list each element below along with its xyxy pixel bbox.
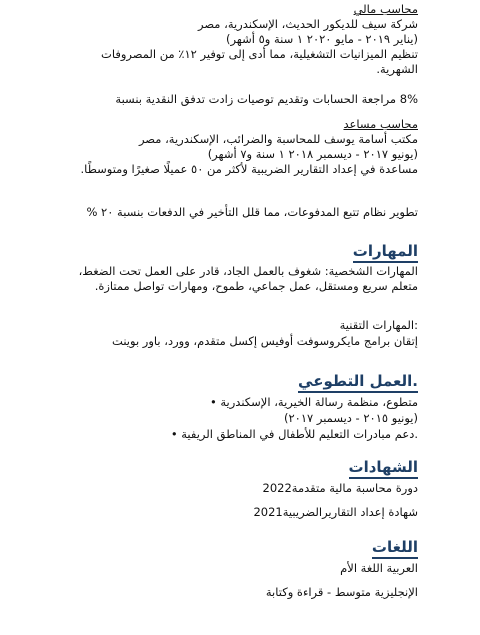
soft-skills: المهارات الشخصية: شغوف بالعمل الجاد، قادر على العمل تحت الضغط، متعلم سريع ومستقل، عمل جماعي، طموح، ومهارات تواصل ممتازة. [78, 264, 418, 293]
tech-skills-label: :المهارات التقنية [339, 318, 418, 332]
language-item: العربية اللغة الأم [340, 561, 418, 575]
volunteer-task: .دعم مبادرات التعليم للأطفال في المناطق الريفية • [170, 427, 418, 441]
job-period: (يناير ٢٠١٩ - مايو ٢٠٢٠ ١ سنة و٥ أشهر) [225, 32, 418, 46]
job-period: (يونيو ٢٠١٧ - ديسمبر ٢٠١٨ ١ سنة و٧ أشهر) [207, 147, 418, 161]
job-title: محاسب مالي [353, 2, 418, 16]
job-duty: تطوير نظام تتبع المدفوعات، مما قلل التأخير في الدفعات بنسبة ٢٠ % [86, 205, 418, 219]
job-duty: تنظيم الميزانيات التشغيلية، مما أدى إلى توفير ١٢٪ من المصروفات الشهرية. [101, 47, 418, 76]
certificates-heading: الشهادات [349, 458, 419, 479]
volunteer-role: متطوع، منظمة رسالة الخيرية، الإسكندرية • [209, 395, 418, 409]
certificate-item: شهادة إعداد التقاريرالضريبية2021 [253, 505, 418, 519]
volunteer-period: (يونيو ٢٠١٥ - ديسمبر ٢٠١٧) [283, 411, 418, 425]
job-duty: مساعدة في إعداد التقارير الضريبية لأكثر من ٥٠ عميلًا صغيرًا ومتوسطًا. [80, 162, 418, 176]
job-company: مكتب أسامة يوسف للمحاسبة والضرائب، الإسكندرية، مصر [138, 132, 418, 146]
volunteer-heading: .العمل التطوعي [298, 372, 418, 393]
skills-heading: المهارات [353, 242, 418, 263]
job-title: محاسب مساعد [343, 117, 418, 131]
job-duty: 8% مراجعة الحسابات وتقديم توصيات زادت تدفق النقدية بنسبة [115, 92, 418, 106]
tech-skills: إتقان برامج مايكروسوفت أوفيس إكسل متقدم، وورد، باور بوينت [112, 334, 418, 348]
job-company: شركة سيف للديكور الحديث، الإسكندرية، مصر [197, 17, 418, 31]
language-item: الإنجليزية متوسط - قراءة وكتابة [265, 585, 418, 599]
languages-heading: اللغات [372, 538, 418, 559]
certificate-item: دورة محاسبة مالية متقدمة2022 [262, 481, 418, 495]
